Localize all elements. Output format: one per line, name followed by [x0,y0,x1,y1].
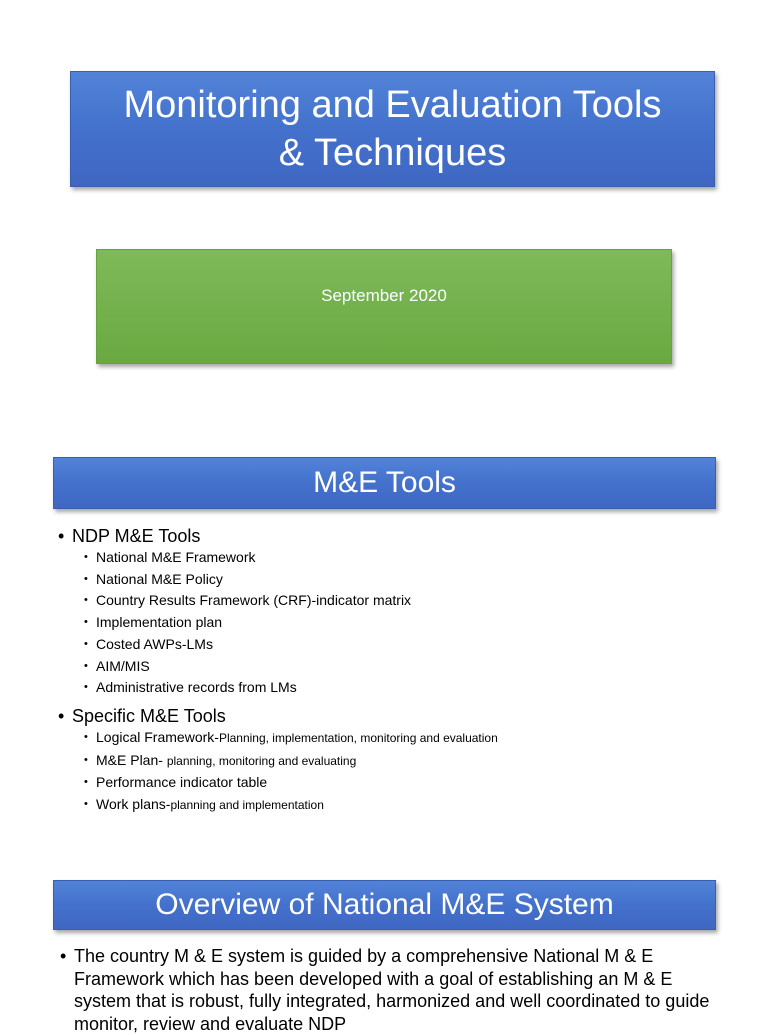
item-note: planning, monitoring and evaluating [166,753,357,768]
list-item: • Country Results Framework (CRF)-indicator matrix [56,590,746,612]
list-item: • National M&E Framework [56,547,746,569]
title-banner [70,71,715,187]
title-line-1: Monitoring and Evaluation Tools [123,84,662,126]
group-label-specific: • Specific M&E Tools [56,705,746,727]
list-item: • Costed AWPs-LMs [56,634,746,656]
overview-heading: Overview of National M&E System [155,888,614,921]
group-label-ndp: • NDP M&E Tools [56,525,746,547]
date-label: September 2020 [321,286,447,305]
list-item: • Implementation plan [56,612,746,634]
overview-paragraph: • The country M & E system is guided by a comprehensive National M & E Framework which has been developed with a goal of establishing an M & E system that is robust, fully integrated, harmonized and well coordinated to guide monitor, review and evaluate NDP [58,945,728,1035]
tools-list [56,525,746,817]
item-note: planning and implementation [170,798,324,813]
list-item: • Work plans-planning and implementation [56,794,746,817]
title-line-2: & Techniques [278,132,507,174]
item-note: Planning, implementation, monitoring and evaluation [218,730,498,745]
list-item: • National M&E Policy [56,569,746,591]
list-item: • Performance indicator table [56,772,746,794]
page-title [124,81,662,177]
list-item: • AIM/MIS [56,656,746,678]
tools-heading: M&E Tools [313,466,456,499]
tools-heading-banner [53,457,716,509]
list-item: • Administrative records from LMs [56,677,746,699]
list-item: • Logical Framework-Planning, implementation, monitoring and evaluation [56,727,746,750]
list-item: • M&E Plan- planning, monitoring and evaluating [56,750,746,773]
date-banner [96,249,672,364]
overview-heading-banner [53,880,716,930]
